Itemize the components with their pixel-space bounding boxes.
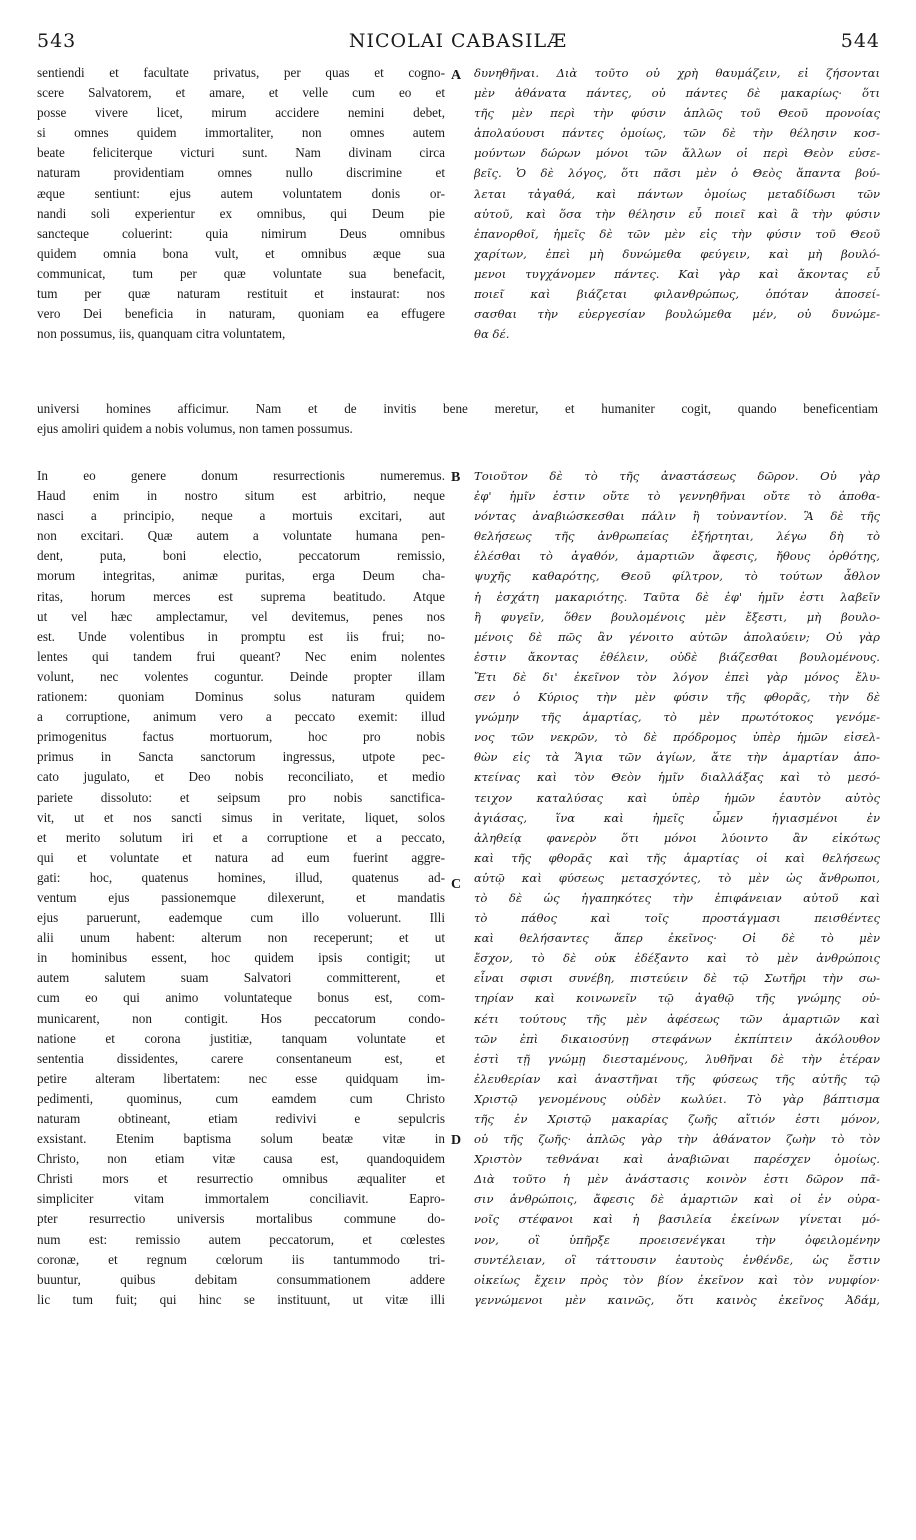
- greek-column-bottom: [474, 466, 880, 1310]
- text-line: æque sentiunt: ejus autem voluntatem donis or-: [37, 185, 445, 201]
- text-line: posse vivere licet, mirum accidere nemini debet,: [37, 105, 445, 121]
- text-line: non excitari. Quæ autem a voluntate humana pen-: [37, 528, 445, 544]
- text-line: pedimenti, quominus, cum eamdem cum Christo: [37, 1090, 445, 1106]
- text-line: θα δέ.: [474, 327, 510, 342]
- text-line: pariete dissoluto: et seipsum pro nobis sanctifica-: [37, 789, 445, 805]
- text-line: καὶ θελήσαντες ἅπερ ἐκεῖνος· Οἱ δὲ τὸ μὲν: [474, 931, 880, 946]
- text-line: simpliciter vitam immortalem conciliavit. Eapro-: [37, 1191, 445, 1207]
- text-line: sentiendi et facultate privatus, per quas et cogno-: [37, 65, 445, 80]
- text-line: quidem omnia bona vult, et omnibus æque sua: [37, 245, 445, 261]
- text-line: cum eo qui animo voluntateque bonus est, com-: [37, 990, 445, 1006]
- text-line: λεται τἀγαθά, καὶ πάντων ὁμοίως μεταδίδωσι τῶν: [474, 186, 880, 201]
- left-page-number: 543: [37, 30, 77, 52]
- text-line: ψυχῆς καθαρότης, Θεοῦ φίλτρον, τὸ τούτων ἆθλον: [474, 569, 880, 584]
- latin-column-bottom: [37, 466, 445, 1310]
- text-line: τῶν ἐπὶ δικαιοσύνῃ στεφάνων ἐκπίπτειν ἀκόλουθον: [474, 1031, 880, 1046]
- text-line: scere Salvatorem, et amare, et velle cum eo et: [37, 85, 445, 101]
- text-line: in hominibus essent, hoc quidem ipsis contigit; ut: [37, 950, 445, 966]
- text-line: σεν ὁ Κύριος τὴν μὲν φύσιν τῆς φθορᾶς, τὴν δὲ: [474, 690, 880, 705]
- text-line: γεννώμενοι μὲν καινῶς, ὅτι καινὸς ἐκεῖνος Ἀδάμ,: [474, 1292, 880, 1307]
- text-line: est. Unde volentibus in promptu est iis frui; no-: [37, 628, 445, 644]
- text-line: Χριστῷ γενομένους οὐδὲν κωλύει. Τὸ γὰρ βάπτισμα: [474, 1091, 880, 1106]
- text-line: rationem: quoniam Dominus solus naturam quidem: [37, 689, 445, 705]
- text-line: ἔσχον, τὸ δὲ οὐκ ἐδέξαντο καὶ τὸ μὲν ἀνθρώποις: [474, 951, 880, 966]
- text-line: ventum ejus passionemque dilexerunt, et mandatis: [37, 889, 445, 905]
- text-line: αὐτῷ καὶ φύσεως μετασχόντες, τὸ μὲν ὡς ἄνθρωποι,: [474, 870, 880, 885]
- text-line: γνώμην τῆς ἁμαρτίας, τὸ μὲν πρωτότοκος γενόμε-: [474, 710, 880, 725]
- text-line: alii unum habent: alterum non receperunt; et ut: [37, 930, 445, 946]
- text-line: ejus paruerunt, eademque cum illo voluerunt. Illi: [37, 910, 445, 926]
- text-line: coronæ, et regnum cœlorum iis tantummodo tri-: [37, 1251, 445, 1267]
- text-line: natione et corona justitiæ, tanquam voluntate et: [37, 1030, 445, 1046]
- text-line: νοῖς στέφανοι καὶ ἡ βασιλεία ἐκείνων γίνεται μό-: [474, 1212, 880, 1227]
- text-line: νον, οἳ ὑπῆρξε προεισενέγκαι τὴν ὀφειλομένην: [474, 1232, 880, 1247]
- text-line: ἡ ἐσχάτη μακαριότης. Ταῦτα δὲ ἐφ' ἡμῖν ἐστι λαβεῖν: [474, 589, 880, 604]
- right-page-number: 544: [840, 30, 880, 52]
- text-line: pter resurrectio universis mortalibus commune do-: [37, 1211, 445, 1227]
- text-line: naturam obtineant, etiam redivivi e sepulcris: [37, 1111, 445, 1126]
- text-line: Ἔτι δὲ δι' ἐκεῖνον τὸν λόγον ἐπεὶ γὰρ μόνος ἔλυ-: [474, 669, 880, 684]
- running-title: NICOLAI CABASILÆ: [348, 30, 568, 52]
- text-line: ἐλευθερίαν καὶ ἀναστῆναι τῆς φύσεως τῆς αὐτῆς τῷ: [474, 1071, 880, 1086]
- text-line: μὲν ἀθάνατα πάντες, οὐ πάντες δὲ μακαρίως· ὅτι: [474, 86, 880, 101]
- text-line: non possumus, iis, quanquam citra voluntatem,: [37, 326, 286, 342]
- text-line: qui et voluntate et natura ad eum fuerint aggre-: [37, 849, 445, 865]
- text-line: μενοι τυγχάνομεν πάντες. Καὶ γὰρ καὶ ἄκοντας εὖ: [474, 266, 880, 281]
- text-line: lic tum fuit; qui hinc se instituunt, ut vitæ illi: [37, 1291, 445, 1307]
- text-line: τῆς μὲν περὶ τὴν φύσιν ἁπλῶς τοῦ Θεοῦ προνοίας: [474, 106, 880, 121]
- full-width-latin: [37, 399, 878, 439]
- text-line: buuntur, quibus debitam consummationem addere: [37, 1271, 445, 1287]
- text-line: μένοις δὲ πῶς ἂν γένοιτο αὐτῶν ἀπολαύειν; Οὐ γὰρ: [474, 629, 880, 644]
- text-line: βεῖς. Ὁ δὲ λόγος, ὅτι πᾶσι μὲν ὁ Θεὸς ἅπαντα βού-: [474, 166, 880, 181]
- text-line: a corruptione, animum vero a peccato exemit: illud: [37, 709, 445, 725]
- text-line: Christi mors et resurrectio omnibus æqualiter et: [37, 1171, 445, 1187]
- text-line: οἰκείως ἔχειν πρὸς τὸν βίον ἐκεῖνον καὶ τὸν νυμφίον·: [474, 1272, 880, 1287]
- text-line: num est: remissio autem peccatorum, et cœlestes: [37, 1231, 445, 1247]
- text-line: τὸ δὲ ὡς ἠγαπηκότες τὴν ἐπιφάνειαν αὐτοῦ καὶ: [474, 890, 880, 905]
- text-line: universi homines afficimur. Nam et de invitis bene meretur, et humaniter cogit, quando beneficentiam: [37, 401, 878, 416]
- text-line: petire alteram libertatem: nec esse quidquam im-: [37, 1070, 445, 1086]
- text-line: ἀληθείᾳ φανερὸν ὅτι μόνοι λύοιντο ἂν εἰκότως: [474, 830, 880, 845]
- text-line: αὐτοῦ, καὶ ὅσα τὴν θέλησιν εὖ ποιεῖ καὶ ἃ τὴν φύσιν: [474, 206, 880, 221]
- text-line: Τοιοῦτον δὲ τὸ τῆς ἀναστάσεως δῶρον. Οὐ γὰρ: [474, 469, 880, 483]
- text-line: nasci a principio, neque a mortuis excitari, aut: [37, 508, 445, 524]
- text-line: Χριστὸν τεθνάναι καὶ ἀναβιῶναι παρέσχεν ὁμοίως.: [474, 1152, 880, 1167]
- text-line: ejus amoliri quidem a nobis volumus, non tamen possumus.: [37, 421, 353, 437]
- text-line: ut vel hæc amplectamur, vel devitemus, penes nos: [37, 608, 445, 624]
- text-line: beate feliciterque victuri sunt. Nam divinam circa: [37, 145, 445, 161]
- text-line: ritas, horum merces est suprema beatitudo. Atque: [37, 588, 445, 604]
- text-line: communicat, tum per quæ voluntate sua benefacit,: [37, 265, 445, 281]
- section-marker-b: B: [451, 470, 461, 485]
- text-line: dent, puta, boni electio, peccatorum remissio,: [37, 548, 445, 564]
- text-line: συντέλειαν, οἳ τάττουσιν ἑαυτοὺς ἐνθένδε, ὡς ἔστιν: [474, 1252, 880, 1267]
- text-line: nandi soli experientur ex omnibus, qui Deum pie: [37, 205, 445, 221]
- text-line: vero Dei beneficia in naturam, quoniam ea effugere: [37, 306, 445, 322]
- text-line: Haud enim in nostro situm est arbitrio, neque: [37, 488, 445, 504]
- text-line: naturam providentiam omnes nullo discrimine et: [37, 165, 445, 181]
- text-line: sancteque coluerint: quia nimirum Deus omnibus: [37, 225, 445, 241]
- text-line: ποιεῖ καὶ βιάζεται φιλανθρώπως, ὁπόταν ἀποσεί-: [474, 287, 880, 302]
- text-line: νόντας ἀναβιώσκεσθαι πάλιν ἢ τοὐναντίον. Ἃ δὲ τῆς: [474, 509, 880, 524]
- text-line: ἑλέσθαι τὸ ἀγαθόν, ἁμαρτιῶν ἄφεσις, ἤθους ὀρθότης,: [474, 549, 880, 564]
- page-header: [0, 30, 916, 56]
- text-line: καὶ τῆς φθορᾶς καὶ τῆς ἁμαρτίας οἱ καὶ θελήσεως: [474, 850, 880, 865]
- greek-column-top: [474, 63, 880, 344]
- text-line: τὸ πάθος καὶ τοῖς προστάγμασι πεισθέντες: [474, 911, 880, 926]
- text-line: εἶναι σφισι συνέβη, πιστεύειν δὲ τῷ Σωτῆρι τὴν σω-: [474, 971, 880, 986]
- text-line: gati: hoc, quatenus homines, illud, quatenus ad-: [37, 869, 445, 885]
- text-line: et merito solutum iri et a corruptione et a peccato,: [37, 829, 445, 845]
- text-line: sententia dissidentes, carere consentaneum est, et: [37, 1050, 445, 1066]
- text-line: Christo, non etiam vitæ causa est, quandoquidem: [37, 1151, 445, 1167]
- text-line: exsistant. Etenim baptisma solum beatæ vitæ in: [37, 1131, 445, 1147]
- text-line: κέτι τούτους τῆς μὲν ἀφέσεως τῶν ἁμαρτιῶν καὶ: [474, 1011, 880, 1026]
- text-line: tum per quæ naturam restituit et instaurat: nos: [37, 286, 445, 302]
- text-line: τηρίαν καὶ κοινωνεῖν τῷ ἀγαθῷ τῆς γνώμης οὐ-: [474, 991, 880, 1006]
- text-line: si omnes quidem immortaliter, non omnes autem: [37, 125, 445, 141]
- text-line: Διὰ τοῦτο ἡ μὲν ἀνάστασις κοινὸν ἐστι δῶρον πᾶ-: [474, 1172, 880, 1187]
- text-line: morum integritas, animæ puritas, erga Deum cha-: [37, 568, 445, 584]
- text-line: θελήσεως τῆς ἀνθρωπείας ἐξήρτηται, λέγω δὴ τὸ: [474, 529, 880, 544]
- text-line: primus in Sancta sanctorum ingressus, utpote pec-: [37, 749, 445, 765]
- text-line: τῆς ἐν Χριστῷ μακαρίας ζωῆς αἴτιόν ἐστι μόνον,: [474, 1112, 880, 1126]
- text-line: δυνηθῆναι. Διὰ τοῦτο οὐ χρὴ θαυμάζειν, εἰ ζήσονται: [474, 66, 880, 80]
- text-line: lentes qui tandem frui queant? Nec enim nolentes: [37, 648, 445, 664]
- text-line: μούντων δώρων μόνοι τῶν ἄλλων οἱ περὶ Θεὸν εὐσε-: [474, 146, 880, 161]
- text-line: ἐφ' ἡμῖν ἐστιν οὔτε τὸ γεννηθῆναι οὔτε τὸ ἀποθα-: [474, 489, 880, 504]
- text-line: vit, ut et nos sancti simus in veritate, liquet, solos: [37, 809, 445, 825]
- latin-column-top: [37, 63, 445, 344]
- text-line: κτείνας καὶ τὸν Θεὸν ἡμῖν διαλλάξας καὶ τὸ μεσό-: [474, 770, 880, 785]
- text-line: οὐ τῆς ζωῆς· ἁπλῶς γὰρ τὴν ἀθάνατον ζωὴν τὸ τὸν: [474, 1132, 880, 1147]
- text-line: autem salutem suam Salvatori committerent, et: [37, 970, 445, 986]
- text-line: νος τῶν νεκρῶν, τὸ δὲ πρόδρομος ὑπὲρ ἡμῶν εἰσελ-: [474, 730, 880, 745]
- text-line: ἐστὶ τῇ γνώμῃ διεσταμένους, λυθῆναι δὲ τὴν ἑτέραν: [474, 1051, 880, 1066]
- text-line: σασθαι τὴν εὐεργεσίαν βουλώμεθα μέν, οὐ δυνώμε-: [474, 307, 880, 322]
- text-line: primogenitus factus mortuorum, hoc pro nobis: [37, 729, 445, 745]
- text-line: In eo genere donum resurrectionis numeremus.: [37, 468, 445, 483]
- section-marker-c: C: [451, 877, 462, 892]
- text-line: volunt, nec volentes coguntur. Deinde propter illam: [37, 668, 445, 684]
- text-line: τειχον καταλύσας καὶ ὑπὲρ ἡμῶν ἑαυτὸν αὐτὸς: [474, 790, 880, 805]
- text-line: χαρίτων, ἐπεὶ μὴ δυνώμεθα φεύγειν, καὶ μὴ βουλό-: [474, 246, 880, 261]
- text-line: cato jugulato, et Deo nobis reconciliato, et medio: [37, 769, 445, 785]
- text-line: ἀπολαύουσι πάντες ὁμοίως, τῶν δὲ τὴν θέλησιν κοσ-: [474, 126, 880, 141]
- text-line: ἐστιν ἄκοντας ἐθέλειν, οὐδὲ βιάζεσθαι βουλομένους.: [474, 649, 880, 664]
- section-marker-d: D: [451, 1133, 462, 1148]
- text-line: ἁγιάσας, ἵνα καὶ ἡμεῖς ὦμεν ἡγιασμένοι ἐν: [474, 810, 880, 825]
- text-line: ἢ φυγεῖν, ὅθεν βουλομένοις μὲν ἔξεστι, μὴ βουλο-: [474, 609, 880, 624]
- text-line: ἐπανορθοῖ, ἡμεῖς δὲ τῶν μὲν εἰς τὴν φύσιν τοῦ Θεοῦ: [474, 226, 880, 241]
- text-line: θὼν εἰς τὰ Ἅγια τῶν ἁγίων, ἅτε τὴν ἁμαρτίαν ἀπο-: [474, 750, 880, 765]
- section-marker-a: A: [451, 68, 462, 83]
- text-line: σιν ἀνθρώποις, ἄφεσις δὲ ἁμαρτιῶν καὶ οἱ ἐν οὐρα-: [474, 1192, 880, 1207]
- text-line: municarent, non contigit. Hos peccatorum condo-: [37, 1010, 445, 1026]
